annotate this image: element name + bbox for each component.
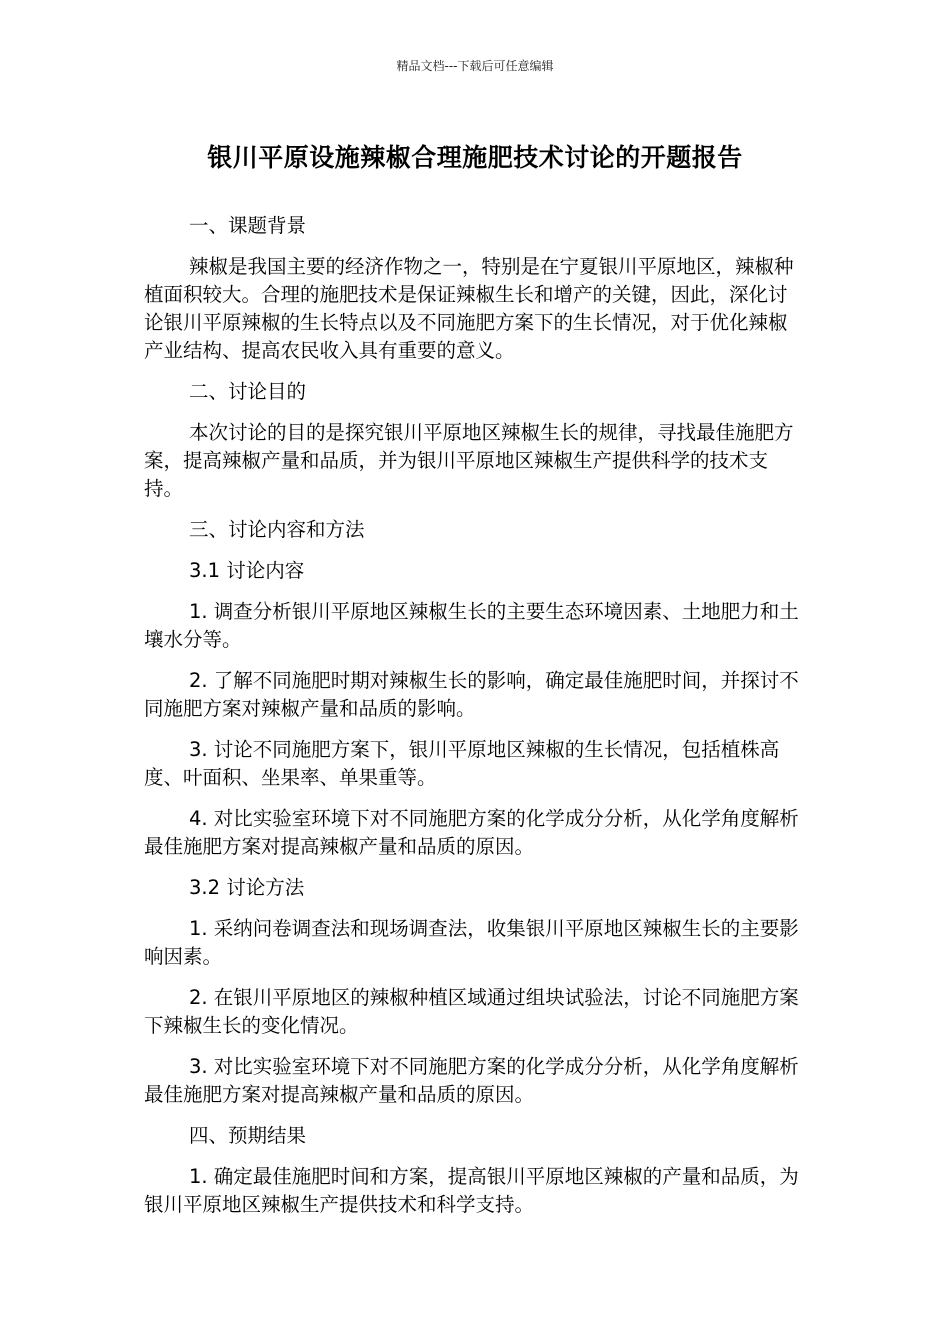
subsection-heading-methods: 3.2 讨论方法 — [189, 876, 305, 899]
subsection-heading-content: 3.1 讨论内容 — [189, 559, 305, 582]
page-header: 精品文档---下载后可任意编辑 — [396, 59, 554, 73]
document-title: 银川平原设施辣椒合理施肥技术讨论的开题报告 — [207, 143, 743, 172]
list-item: 2. 在银川平原地区的辣椒种植区域通过组块试验法，讨论不同施肥方案下辣椒生长的变化情况。 — [144, 986, 799, 1037]
paragraph-purpose: 本次讨论的目的是探究银川平原地区辣椒生长的规律，寻找最佳施肥方案，提高辣椒产量和品质，并为银川平原地区辣椒生产提供科学的技术支持。 — [144, 421, 794, 500]
section-heading-purpose: 二、讨论目的 — [189, 380, 307, 403]
section-heading-expected-results: 四、预期结果 — [189, 1124, 307, 1147]
list-item: 1. 确定最佳施肥时间和方案，提高银川平原地区辣椒的产量和品质，为银川平原地区辣椒生产提供技术和科学支持。 — [144, 1165, 799, 1216]
list-item: 1. 调查分析银川平原地区辣椒生长的主要生态环境因素、土地肥力和土壤水分等。 — [144, 600, 799, 651]
document-body — [144, 212, 806, 1232]
section-heading-background: 一、课题背景 — [189, 214, 307, 237]
paragraph-background: 辣椒是我国主要的经济作物之一，特别是在宁夏银川平原地区，辣椒种植面积较大。合理的施肥技术是保证辣椒生长和增产的关键，因此，深化讨论银川平原辣椒的生长特点以及不同施肥方案下的生长情况，对于优化辣椒产业结构、提高农民收入具有重要的意义。 — [144, 255, 794, 362]
list-item: 3. 对比实验室环境下对不同施肥方案的化学成分分析，从化学角度解析最佳施肥方案对提高辣椒产量和品质的原因。 — [144, 1055, 799, 1106]
list-item: 2. 了解不同施肥时期对辣椒生长的影响，确定最佳施肥时间，并探讨不同施肥方案对辣椒产量和品质的影响。 — [144, 669, 799, 720]
list-item: 4. 对比实验室环境下对不同施肥方案的化学成分分析，从化学角度解析最佳施肥方案对提高辣椒产量和品质的原因。 — [144, 807, 799, 858]
list-item: 3. 讨论不同施肥方案下，银川平原地区辣椒的生长情况，包括植株高度、叶面积、坐果率、单果重等。 — [144, 738, 780, 789]
list-item: 1. 采纳问卷调查法和现场调查法，收集银川平原地区辣椒生长的主要影响因素。 — [144, 917, 799, 968]
section-heading-content-methods: 三、讨论内容和方法 — [189, 518, 365, 541]
